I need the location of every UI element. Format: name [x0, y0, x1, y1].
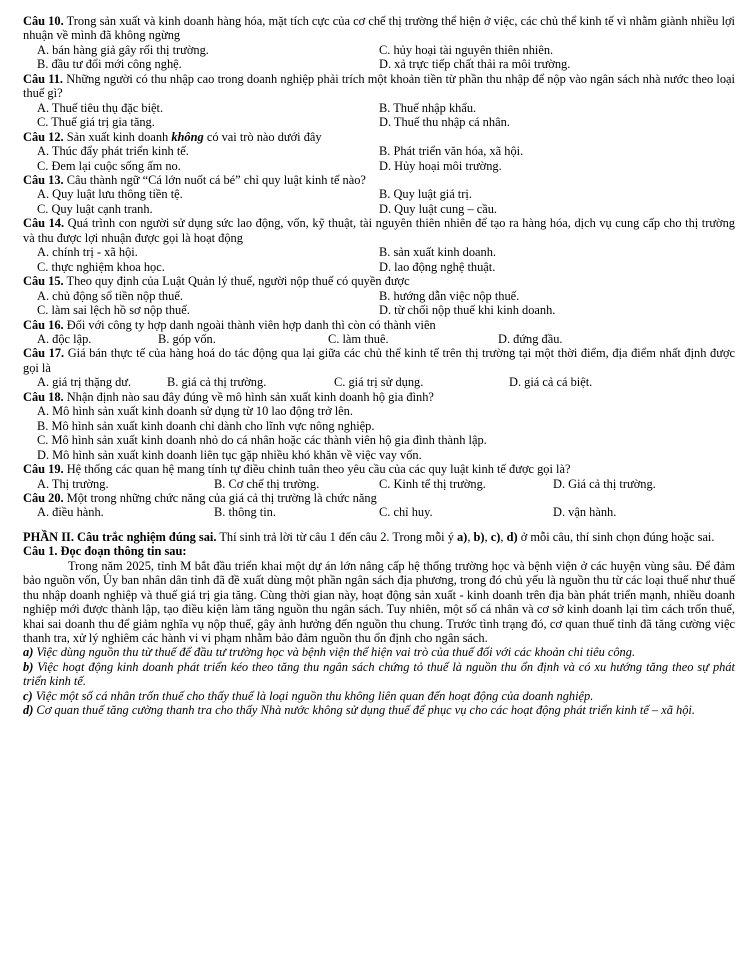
question-15: [23, 274, 735, 317]
options: [23, 245, 735, 274]
statement-text: Việc hoạt động kinh doanh phát triển kéo theo tăng thu ngân sách chứng tỏ thuế là nguồn thu ổn định và có xu hướng tăng theo sự phát triển kinh tế.: [23, 659, 735, 689]
question-text: Những người có thu nhập cao trong doanh nghiệp phải trích một khoản tiền từ phần thu nhập để nộp vào ngân sách nhà nước theo loại thuế gì?: [23, 71, 735, 101]
question-text: Một trong những chức năng của giá cả thị trường là chức năng: [63, 490, 377, 505]
question-text: Theo quy định của Luật Quản lý thuế, người nộp thuế có quyền được: [63, 274, 410, 289]
question-11: [23, 72, 735, 130]
option[interactable]: D. Mô hình sản xuất kinh doanh liên tục gặp nhiều khó khăn về việc vay vốn.: [37, 447, 422, 462]
option[interactable]: D. lao động nghệ thuật.: [379, 259, 496, 274]
question-text: Quá trình con người sử dụng sức lao động, vốn, kỹ thuật, tài nguyên thiên nhiên để tạo ra hàng hóa, dịch vụ cung cấp cho thị trường và thu được lợi nhuận được gọi là hoạt động: [23, 216, 735, 245]
option[interactable]: D. từ chối nộp thuế khi kinh doanh.: [379, 303, 556, 318]
statement-c[interactable]: [23, 689, 735, 703]
question-stem: [23, 390, 735, 404]
part-2-heading: PHẦN II. Câu trắc nghiệm đúng sai.: [23, 529, 217, 544]
question-20: [23, 491, 735, 520]
option[interactable]: D. đứng đầu.: [498, 331, 563, 346]
option[interactable]: B. hướng dẫn việc nộp thuế.: [379, 288, 520, 303]
statement-b[interactable]: [23, 660, 735, 689]
question-text: Câu thành ngữ “Cá lớn nuốt cá bé” chỉ quy luật kinh tế nào?: [63, 172, 366, 187]
options: [23, 375, 735, 389]
statement-label: b): [23, 659, 34, 674]
question-stem: [23, 346, 735, 375]
question-13: [23, 173, 735, 216]
question-stem: [23, 130, 735, 144]
question-text: Sản xuất kinh doanh: [63, 129, 172, 144]
option[interactable]: D. Giá cả thị trường.: [553, 476, 656, 491]
label-b: b): [473, 529, 485, 544]
option[interactable]: C. Kinh tế thị trường.: [379, 476, 486, 491]
option[interactable]: D. Quy luật cung – cầu.: [379, 201, 498, 216]
question-17: [23, 346, 735, 389]
option[interactable]: B. đầu tư đổi mới công nghệ.: [37, 57, 182, 72]
statement-text: Cơ quan thuế tăng cường thanh tra cho thấy Nhà nước không sử dụng thuế để phục vụ cho các hoạt động phát triển kinh tế – xã hội.: [33, 703, 695, 718]
question-stem: [23, 274, 735, 288]
statement-text: Việc một số cá nhân trốn thuế cho thấy thuế là loại nguồn thu không liên quan đến hoạt động của doanh nghiệp.: [32, 688, 594, 703]
option[interactable]: D. xả trực tiếp chất thải ra môi trường.: [379, 57, 571, 72]
option[interactable]: A. Thúc đẩy phát triển kinh tế.: [37, 144, 189, 159]
option[interactable]: B. Mô hình sản xuất kinh doanh chỉ dành cho lĩnh vực nông nghiệp.: [37, 418, 375, 433]
option[interactable]: C. Thuế giá trị gia tăng.: [37, 115, 155, 130]
question-text: Hệ thống các quan hệ mang tính tự điều chỉnh tuân theo yêu cầu của các quy luật kinh tế được gọi là?: [63, 462, 571, 477]
options: [23, 187, 735, 216]
options: [23, 289, 735, 318]
options: [23, 477, 735, 491]
part-2-instruction-text: ở mỗi câu, thí sinh chọn đúng hoặc sai.: [517, 529, 715, 544]
question-19: [23, 462, 735, 491]
question-number: Câu 20.: [23, 490, 64, 505]
option[interactable]: D. Hủy hoại môi trường.: [379, 158, 502, 173]
option[interactable]: A. Quy luật lưu thông tiền tệ.: [37, 187, 183, 202]
question-stem: [23, 462, 735, 476]
question-stem: [23, 14, 735, 43]
option[interactable]: C. Mô hình sản xuất kinh doanh nhỏ do cá nhân hoặc các thành viên hộ gia đình thành lập.: [37, 433, 487, 448]
option[interactable]: D. vận hành.: [553, 505, 617, 520]
question-number: Câu 17.: [23, 346, 65, 361]
option[interactable]: B. Thuế nhập khẩu.: [379, 100, 477, 115]
question-number: Câu 16.: [23, 317, 64, 332]
options: [23, 43, 735, 72]
question-emphasis: không: [171, 129, 204, 144]
option[interactable]: B. góp vốn.: [158, 331, 216, 346]
question-stem: [23, 216, 735, 245]
question-stem: [23, 318, 735, 332]
separator: ,: [484, 529, 491, 544]
option[interactable]: C. chỉ huy.: [379, 505, 433, 520]
question-number: Câu 18.: [23, 389, 64, 404]
part-2-instructions: [23, 530, 735, 544]
option[interactable]: A. chủ động sổ tiền nộp thuế.: [37, 288, 183, 303]
question-10: [23, 14, 735, 72]
question-number: Câu 13.: [23, 172, 64, 187]
option[interactable]: B. Quy luật giá trị.: [379, 187, 472, 202]
option[interactable]: D. Thuế thu nhập cá nhân.: [379, 115, 510, 130]
question-stem: [23, 173, 735, 187]
option[interactable]: C. làm sai lệch hồ sơ nộp thuế.: [37, 303, 190, 318]
option[interactable]: C. làm thuê.: [328, 331, 389, 346]
question-text: Giá bán thực tế của hàng hoá do tác động qua lại giữa các chủ thể kinh tế trên thị trường tại một thời điểm, địa điểm nhất định được gọi là: [23, 346, 735, 375]
part-2-question-1-title: Câu 1. Đọc đoạn thông tin sau:: [23, 544, 187, 559]
option[interactable]: C. Quy luật cạnh tranh.: [37, 201, 153, 216]
question-12: [23, 130, 735, 173]
options: [23, 101, 735, 130]
options: [23, 505, 735, 519]
option[interactable]: A. giá trị thặng dư.: [37, 375, 132, 390]
question-stem: [23, 491, 735, 505]
statement-label: c): [23, 688, 33, 703]
reading-passage: Trong năm 2025, tỉnh M bắt đầu triển khai một dự án lớn nâng cấp hệ thống trường học và bệnh viện ở các huyện vùng sâu. Để đảm bảo nguồn vốn, Ủy ban nhân dân tỉnh đã đề xuất dùng một phần ngân sách địa phương, trong đó chủ yếu là nguồn thu từ các loại thuế như thuế thu nhập doanh nghiệp và thuế giá trị gia tăng. Cùng thời gian này, hoạt động sản xuất - kinh doanh trên địa bàn phát triển mạnh, nhiều doanh nghiệp mới được thành lập, tạo điều kiện làm tăng nguồn thu ngân sách. Tuy nhiên, một số cá nhân và cơ sở kinh doanh lại tìm cách trốn thuế, khai sai doanh thu để giảm nghĩa vụ nộp thuế, gây ảnh hưởng đến nguồn thu chung. Trước tình trạng đó, cơ quan thuế tỉnh đã tăng cường việc thanh tra, xử lý nghiêm các hành vi vi phạm nhằm bảo đảm nguồn thu ổn định cho ngân sách.: [23, 558, 735, 646]
option[interactable]: A. Thị trường.: [37, 476, 109, 491]
question-number: Câu 10.: [23, 14, 64, 28]
option[interactable]: A. bán hàng giả gây rối thị trường.: [37, 42, 209, 57]
statement-d[interactable]: [23, 703, 735, 717]
option[interactable]: A. điều hành.: [37, 505, 104, 520]
option[interactable]: A. Thuế tiêu thụ đặc biệt.: [37, 100, 164, 115]
question-number: Câu 19.: [23, 462, 64, 477]
option[interactable]: B. Cơ chế thị trường.: [214, 476, 320, 491]
question-number: Câu 12.: [23, 129, 64, 144]
label-a: a): [456, 529, 468, 544]
label-c: c): [490, 529, 501, 544]
label-d: d): [506, 529, 518, 544]
option[interactable]: B. Phát triển văn hóa, xã hội.: [379, 144, 524, 159]
statement-label: d): [23, 703, 34, 718]
option[interactable]: C. hủy hoại tài nguyên thiên nhiên.: [379, 42, 554, 57]
option[interactable]: A. độc lập.: [37, 331, 92, 346]
option[interactable]: B. thông tin.: [214, 505, 276, 520]
part-2-instruction-text: Thí sinh trả lời từ câu 1 đến câu 2. Trong mỗi ý: [216, 529, 457, 544]
question-text: Đối với công ty hợp danh ngoài thành viên hợp danh thì còn có thành viên: [63, 317, 436, 332]
option[interactable]: D. giá cả cá biệt.: [509, 375, 593, 390]
statement-a[interactable]: [23, 645, 735, 659]
question-text: Trong sản xuất và kinh doanh hàng hóa, mặt tích cực của cơ chế thị trường thể hiện ở việc, các chủ thể kinh tế vì nhằm giành nhiều lợi nhuận về mình đã không ngừng: [23, 14, 736, 43]
separator: ,: [500, 529, 507, 544]
option[interactable]: A. chính trị - xã hội.: [37, 245, 138, 260]
question-18: [23, 390, 735, 462]
option[interactable]: C. Đem lại cuộc sống ấm no.: [37, 158, 181, 173]
option[interactable]: A. Mô hình sản xuất kinh doanh sử dụng từ 10 lao động trở lên.: [37, 404, 353, 419]
statement-text: Việc dùng nguồn thu từ thuế để đầu tư trường học và bệnh viện thể hiện vai trò của thuế đối với các khoản chi tiêu công.: [33, 645, 636, 660]
option[interactable]: C. giá trị sử dụng.: [334, 375, 424, 390]
options: [23, 144, 735, 173]
separator: ,: [467, 529, 474, 544]
question-text: có vai trò nào dưới đây: [203, 129, 322, 144]
question-number: Câu 11.: [23, 71, 64, 86]
question-16: [23, 318, 735, 347]
statement-label: a): [23, 645, 34, 660]
question-text: Nhận định nào sau đây đúng về mô hình sản xuất kinh doanh hộ gia đình?: [63, 389, 434, 404]
question-number: Câu 15.: [23, 274, 64, 289]
question-14: [23, 216, 735, 274]
question-stem: [23, 72, 735, 101]
option[interactable]: C. thực nghiệm khoa học.: [37, 259, 165, 274]
options: [23, 404, 735, 462]
option[interactable]: B. giá cả thị trường.: [167, 375, 267, 390]
options: [23, 332, 735, 346]
option[interactable]: B. sản xuất kinh doanh.: [379, 245, 497, 260]
question-number: Câu 14.: [23, 216, 65, 231]
